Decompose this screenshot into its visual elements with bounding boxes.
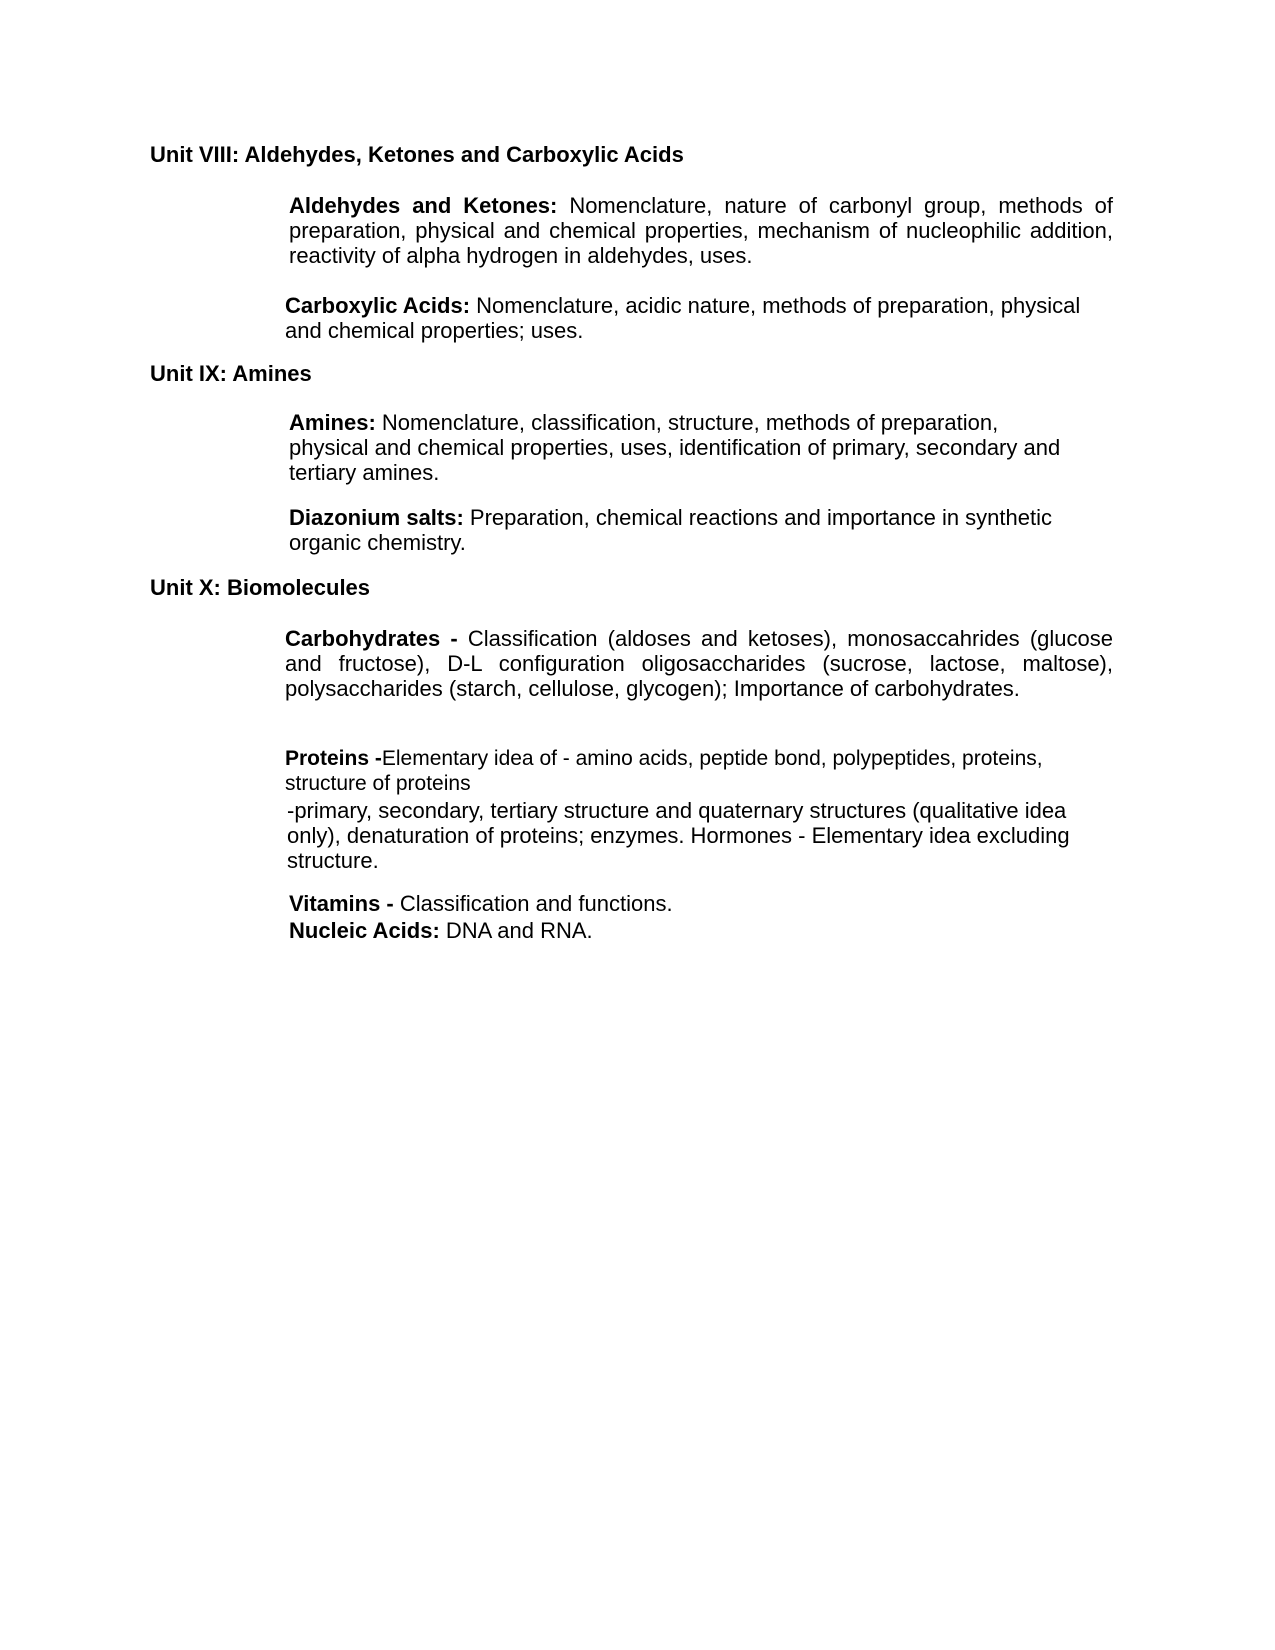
unit-x-heading: Unit X: Biomolecules — [150, 575, 371, 600]
nucleic-acids-label: Nucleic Acids: — [289, 918, 440, 943]
carboxylic-acids-text: Nomenclature, acidic nature, methods of preparation, physical and chemical properties; uses. — [285, 293, 1081, 343]
carbohydrates-label: Carbohydrates - — [285, 626, 458, 651]
amines-label: Amines: — [289, 410, 376, 435]
vitamins-paragraph — [289, 891, 1117, 916]
amines-text: Nomenclature, classification, structure, methods of preparation, physical and chemical properties, uses, identification of primary, secondary and tertiary amines. — [289, 410, 1061, 485]
diazonium-salts-label: Diazonium salts: — [289, 505, 464, 530]
vitamins-text: Classification and functions. — [393, 891, 673, 916]
aldehydes-ketones-text: Nomenclature, nature of carbonyl group, methods of preparation, physical and chemical properties, mechanism of nucleophilic addition, reactivity of alpha hydrogen in aldehydes, uses. — [289, 193, 1114, 268]
aldehydes-ketones-paragraph — [289, 193, 1113, 268]
diazonium-salts-paragraph — [289, 505, 1079, 555]
protein-structure-text: -primary, secondary, tertiary structure and quaternary structures (qualitative idea only), denaturation of proteins; enzymes. Hormones - Elementary idea excluding structure. — [287, 798, 1070, 873]
protein-structure-paragraph — [287, 798, 1099, 873]
carboxylic-acids-label: Carboxylic Acids: — [285, 293, 471, 318]
proteins-label: Proteins - — [285, 747, 382, 770]
amines-paragraph — [289, 410, 1079, 485]
carboxylic-acids-paragraph — [285, 293, 1113, 343]
unit-ix-heading: Unit IX: Amines — [150, 361, 312, 386]
vitamins-label: Vitamins - — [289, 891, 394, 916]
proteins-paragraph — [285, 746, 1085, 796]
unit-viii-heading: Unit VIII: Aldehydes, Ketones and Carboxylic Acids — [150, 142, 684, 167]
carbohydrates-paragraph — [285, 626, 1113, 701]
carbohydrates-text: Classification (aldoses and ketoses), monosaccahrides (glucose and fructose), D-L configuration oligosaccharides (sucrose, lactose, maltose), polysaccharides (starch, cellulose, glycogen); Importance of carbohydrates. — [285, 626, 1113, 701]
aldehydes-ketones-label: Aldehydes and Ketones: — [289, 193, 558, 218]
nucleic-acids-text: DNA and RNA. — [439, 918, 593, 943]
proteins-text: Elementary idea of - amino acids, peptide bond, polypeptides, proteins, structure of proteins — [285, 747, 1043, 795]
nucleic-acids-paragraph — [289, 918, 1117, 943]
diazonium-salts-text: Preparation, chemical reactions and importance in synthetic organic chemistry. — [289, 505, 1053, 555]
